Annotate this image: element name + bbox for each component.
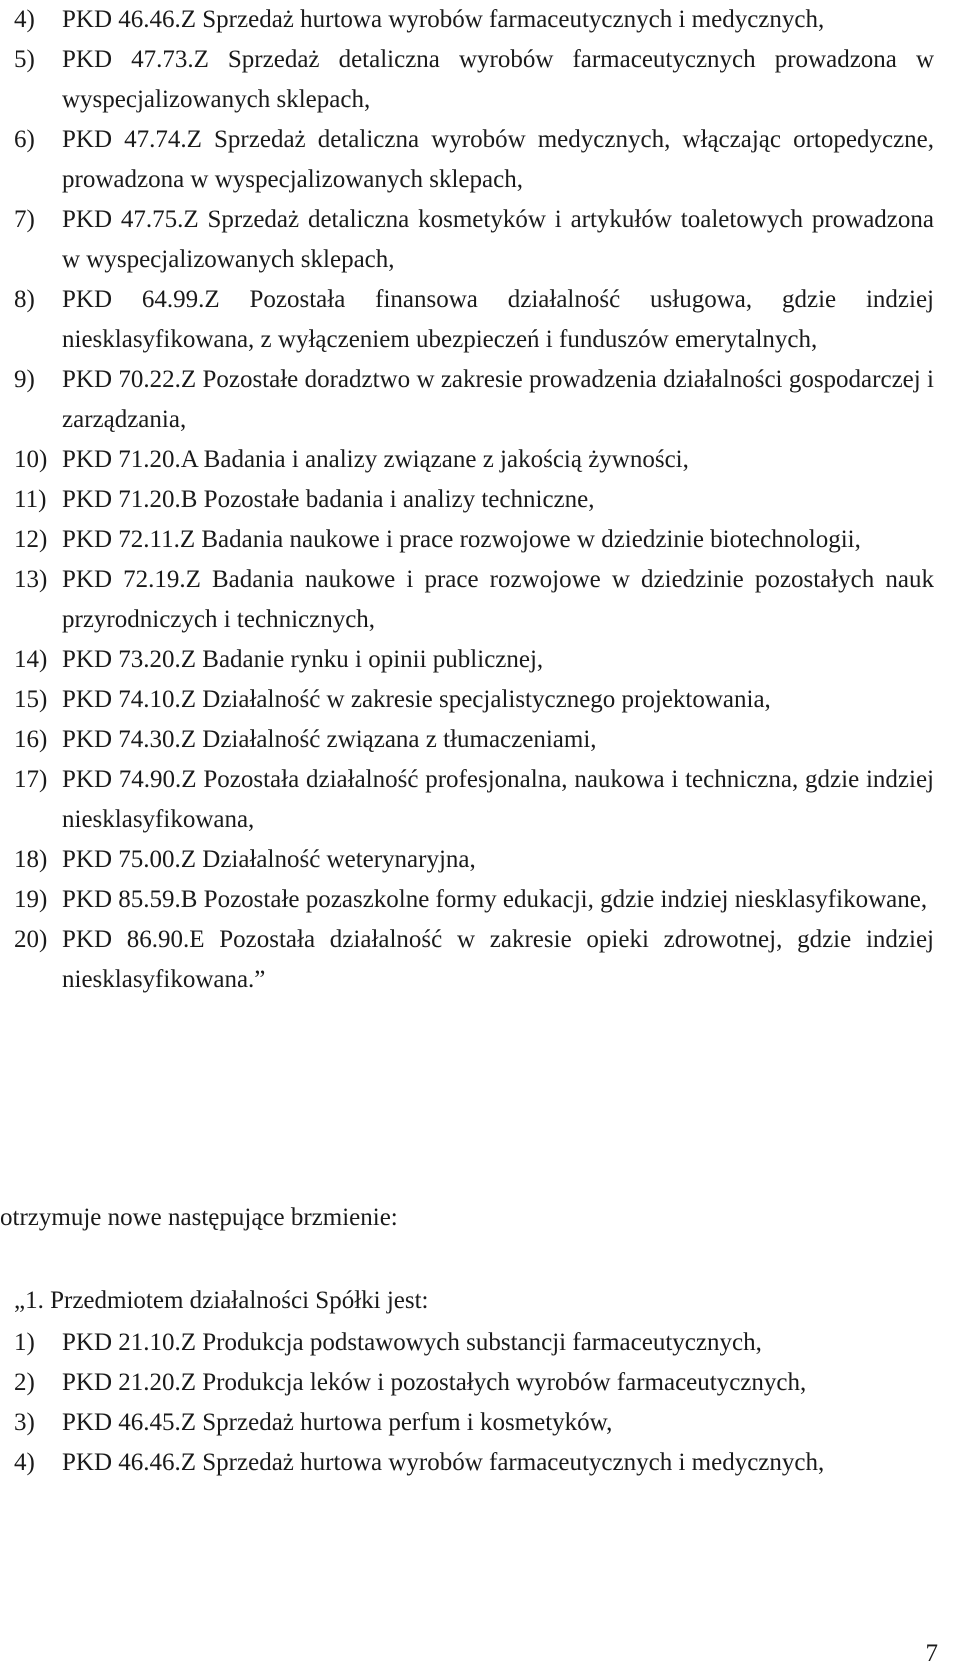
list-item (14, 1323, 934, 1363)
list-item-text: PKD 74.90.Z Pozostała działalność profesjonalna, naukowa i techniczna, gdzie indziej niesklasyfikowana, (62, 766, 934, 833)
activity-list-previous (14, 0, 934, 1000)
list-item-number: 8) (14, 286, 35, 313)
list-item-text: PKD 46.45.Z Sprzedaż hurtowa perfum i kosmetyków, (62, 1409, 613, 1436)
list-item (14, 720, 934, 760)
list-item-text: PKD 64.99.Z Pozostała finansowa działalność usługowa, gdzie indziej niesklasyfikowana, z wyłączeniem ubezpieczeń i funduszów emerytalnych, (62, 286, 934, 353)
list-item (14, 200, 934, 280)
list-item-text: PKD 21.20.Z Produkcja leków i pozostałych wyrobów farmaceutycznych, (62, 1369, 807, 1396)
list-item-text: PKD 47.73.Z Sprzedaż detaliczna wyrobów farmaceutycznych prowadzona w wyspecjalizowanych sklepach, (62, 46, 934, 113)
list-item-number: 11) (14, 486, 47, 513)
list-item-text: PKD 46.46.Z Sprzedaż hurtowa wyrobów farmaceutycznych i medycznych, (62, 6, 825, 33)
subject-intro: „1. Przedmiotem działalności Spółki jest: (14, 1287, 429, 1314)
list-item-text: PKD 46.46.Z Sprzedaż hurtowa wyrobów farmaceutycznych i medycznych, (62, 1449, 825, 1476)
list-item (14, 920, 934, 1000)
list-item (14, 120, 934, 200)
list-item (14, 480, 934, 520)
list-item-number: 5) (14, 46, 35, 73)
list-item-number: 20) (14, 926, 48, 953)
list-item (14, 360, 934, 440)
list-item-text: PKD 47.75.Z Sprzedaż detaliczna kosmetyków i artykułów toaletowych prowadzona w wyspecjalizowanych sklepach, (62, 206, 934, 273)
list-item-text: PKD 21.10.Z Produkcja podstawowych substancji farmaceutycznych, (62, 1329, 762, 1356)
list-item (14, 840, 934, 880)
list-item-number: 2) (14, 1369, 35, 1396)
page-number: 7 (925, 1640, 938, 1667)
list-item (14, 880, 934, 920)
list-item-number: 17) (14, 766, 48, 793)
list-item (14, 1443, 934, 1483)
list-item-number: 13) (14, 566, 48, 593)
list-item-number: 10) (14, 446, 48, 473)
list-item-number: 12) (14, 526, 48, 553)
list-item (14, 520, 934, 560)
list-item (14, 640, 934, 680)
list-item-text: PKD 47.74.Z Sprzedaż detaliczna wyrobów medycznych, włączając ortopedyczne, prowadzona w wyspecjalizowanych sklepach, (62, 126, 934, 193)
list-item (14, 280, 934, 360)
list-item-number: 9) (14, 366, 35, 393)
list-item-text: PKD 72.11.Z Badania naukowe i prace rozwojowe w dziedzinie biotechnologii, (62, 526, 861, 553)
list-item (14, 1363, 934, 1403)
list-item-text: PKD 71.20.B Pozostałe badania i analizy techniczne, (62, 486, 595, 513)
list-item (14, 560, 934, 640)
list-item-number: 18) (14, 846, 48, 873)
list-item (14, 40, 934, 120)
list-item-number: 1) (14, 1329, 35, 1356)
list-item (14, 440, 934, 480)
list-item-text: PKD 86.90.E Pozostała działalność w zakresie opieki zdrowotnej, gdzie indziej niesklasyfikowana.” (62, 926, 934, 993)
list-item (14, 1403, 934, 1443)
list-item-number: 19) (14, 886, 48, 913)
list-item-text: PKD 73.20.Z Badanie rynku i opinii publicznej, (62, 646, 544, 673)
list-item-number: 3) (14, 1409, 35, 1436)
list-item-text: PKD 75.00.Z Działalność weterynaryjna, (62, 846, 476, 873)
list-item-text: PKD 74.10.Z Działalność w zakresie specjalistycznego projektowania, (62, 686, 771, 713)
list-item-text: PKD 85.59.B Pozostałe pozaszkolne formy edukacji, gdzie indziej niesklasyfikowane, (62, 886, 928, 913)
list-item-text: PKD 72.19.Z Badania naukowe i prace rozwojowe w dziedzinie pozostałych nauk przyrodniczych i technicznych, (62, 566, 934, 633)
activity-list-new (14, 1323, 934, 1483)
list-item-number: 6) (14, 126, 35, 153)
list-item-text: PKD 74.30.Z Działalność związana z tłumaczeniami, (62, 726, 597, 753)
list-item-number: 4) (14, 6, 35, 33)
list-item-number: 16) (14, 726, 48, 753)
list-item-number: 4) (14, 1449, 35, 1476)
amendment-text: otrzymuje nowe następujące brzmienie: (0, 1204, 398, 1231)
list-item-number: 15) (14, 686, 48, 713)
list-item-number: 7) (14, 206, 35, 233)
list-item (14, 0, 934, 40)
list-item (14, 760, 934, 840)
list-item-text: PKD 71.20.A Badania i analizy związane z jakością żywności, (62, 446, 689, 473)
list-item (14, 680, 934, 720)
list-item-text: PKD 70.22.Z Pozostałe doradztwo w zakresie prowadzenia działalności gospodarczej i zarządzania, (62, 366, 934, 433)
list-item-number: 14) (14, 646, 48, 673)
